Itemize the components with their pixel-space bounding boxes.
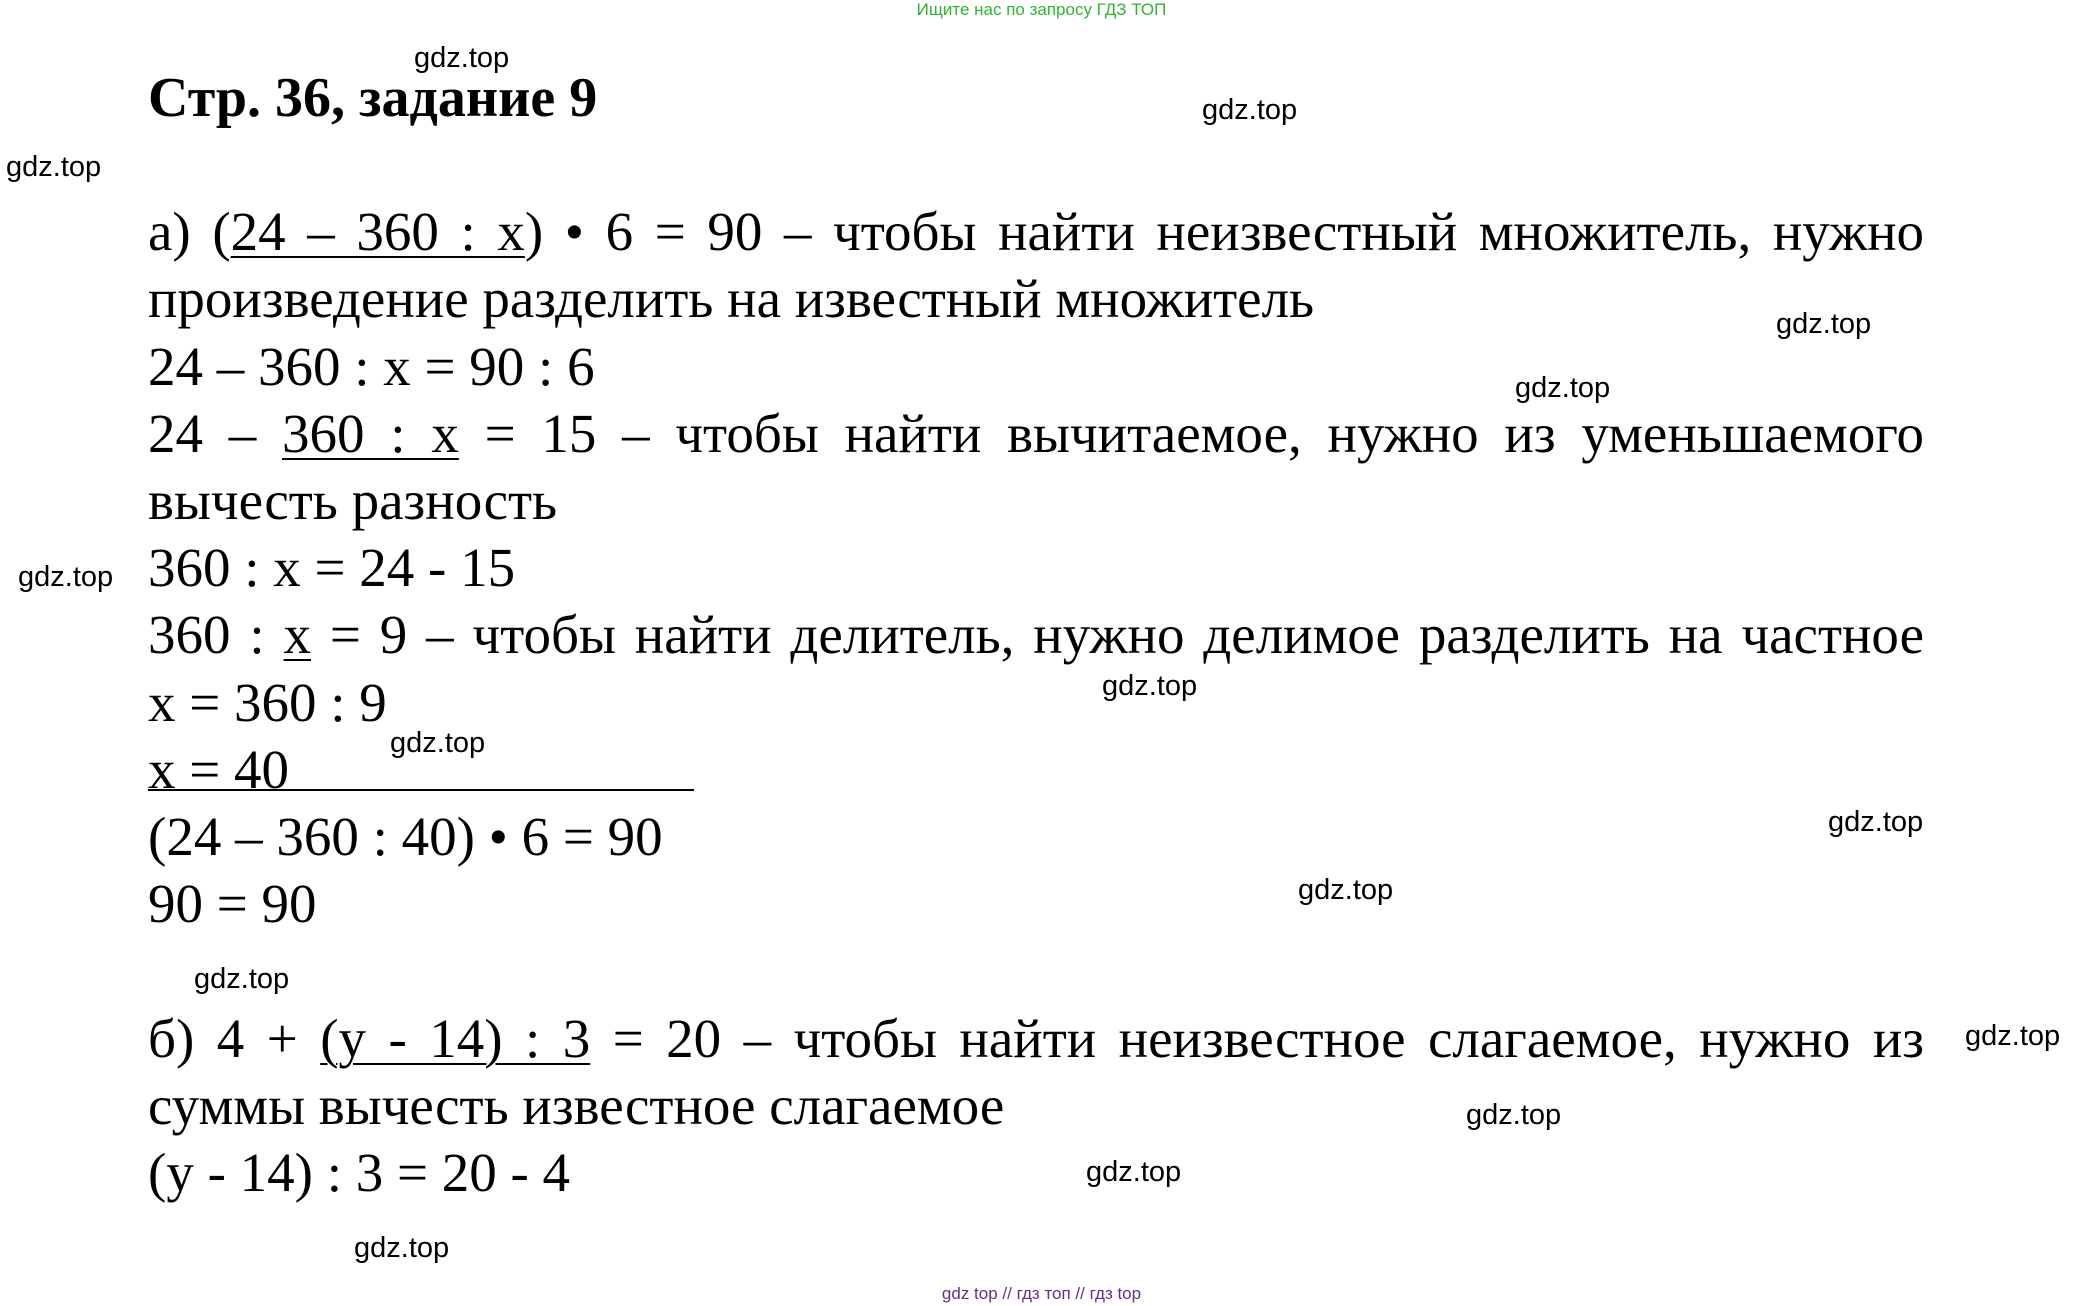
watermark: gdz.top: [354, 1232, 450, 1264]
watermark: gdz.top: [6, 151, 102, 183]
part-a-line-4: 24 – 360 : x = 15 – чтобы найти вычитаемое, нужно из уменьшаемого: [148, 403, 1925, 464]
part-a-line-8: x = 360 : 9: [148, 672, 387, 733]
part-a-line-1: а) (24 – 360 : x) • 6 = 90 – чтобы найти неизвестный множитель, нужно: [148, 201, 1925, 262]
page-title: Стр. 36, задание 9: [148, 67, 598, 129]
top-banner: Ищите нас по запросу ГДЗ ТОП: [916, 0, 1167, 19]
watermark: gdz.top: [414, 42, 510, 74]
watermark: gdz.top: [390, 727, 486, 759]
watermark: gdz.top: [18, 561, 114, 593]
part-b-line-2: суммы вычесть известное слагаемое: [148, 1075, 1005, 1136]
watermark: gdz.top: [1086, 1156, 1182, 1188]
part-a-line-9: x = 40: [148, 739, 290, 800]
footer-links: gdz top // гдз топ // гдз top: [941, 1284, 1142, 1303]
watermark: gdz.top: [1965, 1020, 2061, 1052]
part-a-line-10: (24 – 360 : 40) • 6 = 90: [148, 806, 663, 867]
part-a-line-3: 24 – 360 : x = 90 : 6: [148, 336, 595, 397]
watermark: gdz.top: [1776, 308, 1872, 340]
watermark: gdz.top: [1515, 372, 1611, 404]
watermark: gdz.top: [1466, 1099, 1562, 1131]
part-a-line-11: 90 = 90: [148, 873, 317, 934]
part-a-line-6: 360 : x = 24 - 15: [148, 537, 516, 598]
part-a-line-2: произведение разделить на известный множитель: [148, 268, 1315, 329]
part-b-line-3: (y - 14) : 3 = 20 - 4: [148, 1142, 571, 1203]
part-a-line-7: 360 : x = 9 – чтобы найти делитель, нужно делимое разделить на частное: [148, 604, 1925, 665]
watermark: gdz.top: [1102, 670, 1198, 702]
watermark: gdz.top: [1298, 874, 1394, 906]
watermark: gdz.top: [1202, 94, 1298, 126]
watermark: gdz.top: [1828, 806, 1924, 838]
part-a-line-5: вычесть разность: [148, 470, 558, 531]
watermark: gdz.top: [194, 963, 290, 995]
part-b-line-1: б) 4 + (y - 14) : 3 = 20 – чтобы найти неизвестное слагаемое, нужно из: [148, 1008, 1924, 1069]
answer-rule: [148, 789, 694, 791]
